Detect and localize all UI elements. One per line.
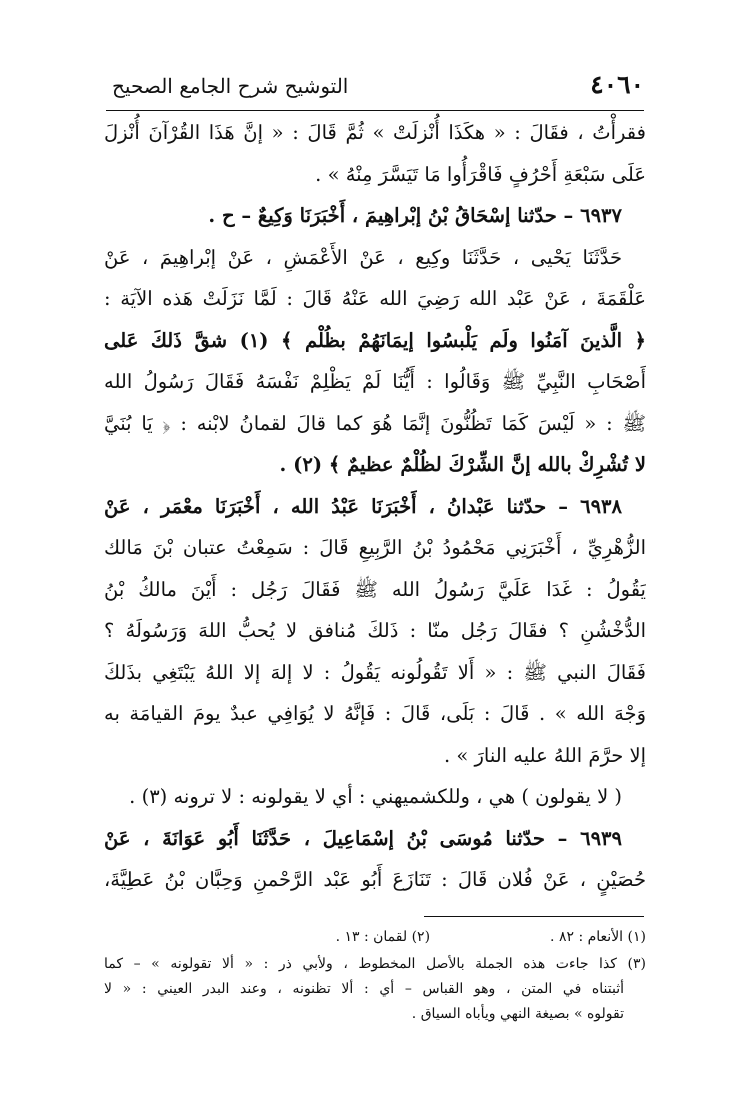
- footnote-1: (١) الأنعام : ٨٢ .: [550, 929, 646, 945]
- hadith-6937-line: ٦٩٣٧ – حدّثنا إسْحَاقُ بْنُ إبْراهِيمَ ، أَخْبَرَنَا وَكِيعٌ – ح .: [208, 204, 622, 227]
- quran-verse-line: ﴿ الَّذينَ آمَنُوا ولَم يَلْبسُوا إيمَانَهُمْ بظُلْم ﴾ (١) شقَّ ذَلكَ عَلى: [104, 328, 646, 352]
- footnotes: [104, 922, 646, 1027]
- main-text: [104, 112, 646, 901]
- footnote-3-line: (٣) كذا جاءت هذه الجملة بالأصل المخطوط ، ولأبي ذر : « ألا تقولونه » – كما: [104, 956, 646, 972]
- page-number: ٤٠٦٠: [590, 70, 644, 99]
- footnote-3-line: تقولوه » بصيغة النهي ويأباه السياق .: [411, 1006, 624, 1022]
- text-line: الدُّخْشُنِ ؟ فقَالَ رَجُل منّا : ذَلكَ مُنافق لا يُحبُّ اللهَ وَرَسُولَهُ ؟: [104, 619, 646, 642]
- footnote-row: [104, 922, 646, 952]
- text-line: فَقَالَ النبي ﷺ : « أَلا تَقُولُونه يَقُولُ : لا إلهَ إلا اللهُ يَبْتَغِي بذَلكَ: [104, 660, 646, 684]
- text-line: ﷺ : « لَيْسَ كَمَا تَظُنُّونَ إنَّمَا هُوَ كما قالَ لقمانُ لابْنه : ﴿ يَا بُنَيَّ: [104, 411, 646, 435]
- commentary-line: ( لا يقولون ) هي ، وللكشميهني : أي لا يقولونه : لا ترونه (٣) .: [129, 785, 622, 808]
- text-line: وَجْهَ الله » . قَالَ : بَلَى، قَالَ : فَإنَّهُ لا يُوَافِي عبدٌ يومَ القيامَة به: [104, 702, 646, 725]
- text-line: حَدَّثَنَا يَحْيى ، حَدَّثَنَا وكِيع ، عَنْ الأَعْمَشِ ، عَنْ إبْراهِيمَ ، عَنْ: [104, 245, 622, 269]
- text-line: الزُّهْرِيِّ ، أَخْبَرَنِي مَحْمُودُ بْنُ الرَّبِيعِ قَالَ : سَمِعْتُ عتبان بْنَ مَالك: [104, 536, 646, 559]
- text-line: عَلْقَمَةَ ، عَنْ عَبْد الله رَضِيَ الله عَنْهُ قَالَ : لَمَّا نَزَلَتْ هَذه الآيَة :: [104, 287, 646, 310]
- text-line: يَقُولُ : غَدَا عَلَيَّ رَسُولُ الله ﷺ فَقَالَ رَجُل : أَيْنَ مالكُ بْنُ: [104, 577, 646, 601]
- footnote-rule: [424, 916, 644, 917]
- hadith-6938-line: ٦٩٣٨ – حدّثنا عَبْدانُ ، أَخْبَرَنَا عَبْدُ الله ، أَخْبَرَنَا معْمَر ، عَنْ: [104, 494, 622, 518]
- header-rule: [106, 110, 644, 111]
- text-line: عَلَى سَبْعَةِ أَحْرُفٍ فَاقْرَأُوا مَا تَيَسَّرَ مِنْهُ » .: [315, 162, 646, 186]
- quran-verse-line: لا تُشْرِكْ بالله إنَّ الشِّرْكَ لظُلْمٌ عظيمٌ ﴾ (٢) .: [279, 453, 646, 476]
- footnote-3-line: أثبتناه في المتن ، وهو القباس – أي : ألا تظنونه ، وعند البدر العيني : « لا: [104, 981, 624, 997]
- footnote-2: (٢) لقمان : ١٣ .: [335, 929, 431, 945]
- text-line: حُصَيْنٍ ، عَنْ فُلان قَالَ : تَنَازَعَ أَبُو عَبْد الرَّحْمنِ وَحِبَّان بْنُ عَطِيَّةَ،: [104, 868, 646, 891]
- text-line: إلا حرَّمَ اللهُ عليه النارَ » .: [443, 743, 646, 767]
- running-title: التوشيح شرح الجامع الصحيح: [112, 74, 349, 98]
- page-header: [112, 70, 644, 104]
- text-line: فقرأْتُ ، فقَالَ : « هكَذَا أُنْزلَتْ » ثُمَّ قَالَ : « إنَّ هَذَا القُرْآنَ أُنْزلَ: [104, 121, 646, 144]
- text-line: أَصْحَابِ النَّبِيِّ ﷺ وَقَالُوا : أَيُّنَا لَمْ يَظْلِمْ نَفْسَهُ فَقَالَ رَسُولُ الله: [104, 370, 646, 393]
- hadith-6939-line: ٦٩٣٩ – حدّثنا مُوسَى بْنُ إسْمَاعِيلَ ، حَدَّثَنَا أَبُو عَوَانَةَ ، عَنْ: [104, 826, 622, 850]
